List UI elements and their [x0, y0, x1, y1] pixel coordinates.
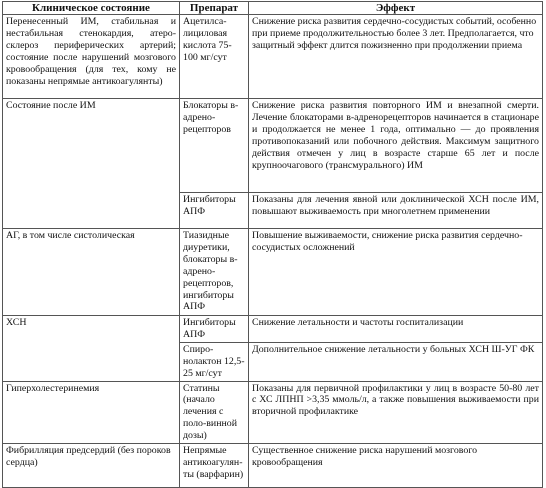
drug-cell: Статины (начало лечения с поло-винной дозы) [180, 381, 249, 444]
effect-cell: Повышение выживаемости, снижение риска развития сердечно-сосудистых осложнений [249, 229, 543, 316]
header-row [3, 2, 543, 15]
header-effect: Эффект [249, 2, 543, 15]
header-clinical-state: Клиническое состояние [3, 2, 180, 15]
table-row [3, 444, 543, 488]
table-row [3, 316, 543, 343]
effect-cell: Показаны для первичной профилактики у лиц в возрасте 50-80 лет с ХС ЛПНП >3,35 ммоль/л, а также повышения выживаемости при вторичной профилактике [249, 381, 543, 444]
table-row [3, 15, 543, 99]
condition-cell: АГ, в том числе систолическая [3, 229, 180, 316]
table-row [3, 99, 543, 193]
drug-cell: Спиро-нолактон 12,5-25 мг/сут [180, 342, 249, 381]
condition-cell: Состояние после ИМ [3, 99, 180, 229]
table-row [3, 381, 543, 444]
effect-cell: Существенное снижение риска нарушений мозгового кровообращения [249, 444, 543, 488]
drug-cell: Блокаторы в-адрено-рецепторов [180, 99, 249, 193]
condition-cell: ХСН [3, 316, 180, 382]
drug-cell: Ингибиторы АПФ [180, 193, 249, 229]
effect-cell: Снижение летальности и частоты госпитализации [249, 316, 543, 343]
condition-cell: Фибрилляция предсердий (без пороков сердца) [3, 444, 180, 488]
drug-cell: Ацетилса-лициловая кислота 75-100 мг/сут [180, 15, 249, 99]
drug-cell: Непрямые антикоагулян-ты (варфарин) [180, 444, 249, 488]
header-drug: Препарат [180, 2, 249, 15]
effect-cell: Показаны для лечения явной или доклинической ХСН после ИМ, повышают выживаемость при многолетнем применении [249, 193, 543, 229]
condition-cell: Перенесенный ИМ, стабильная и нестабильная стенокардия, атеро-склероз периферических артерий; состояние после нарушений мозгового кровообращения (для тех, кому не показаны непрямые антикоагулянты) [3, 15, 180, 99]
effect-cell: Снижение риска развития повторного ИМ и внезапной смерти. Лечение блокаторами в-адренорецепторов начинается в стационаре и продолжается не менее 1 года, оптимально — до проявления противопоказаний или побочного действия. Максимум защитного действия отмечен у лиц в возрасте старше 65 лет и после крупноочагового (трансмурального) ИМ [249, 99, 543, 193]
drug-cell: Ингибиторы АПФ [180, 316, 249, 343]
table-row [3, 229, 543, 316]
effect-cell: Дополнительное снижение летальности у больных ХСН Ш-УГ ФК [249, 342, 543, 381]
condition-cell: Гиперхолестеринемия [3, 381, 180, 444]
effect-cell: Снижение риска развития сердечно-сосудистых событий, особенно при приеме продолжительностью более 3 лет. Предполагается, что защитный эффект длится пожизненно при продолжении приема [249, 15, 543, 99]
drug-cell: Тиазидные диуретики, блокаторы в-адрено-рецепторов, ингибиторы АПФ [180, 229, 249, 316]
prevention-table [2, 1, 543, 488]
